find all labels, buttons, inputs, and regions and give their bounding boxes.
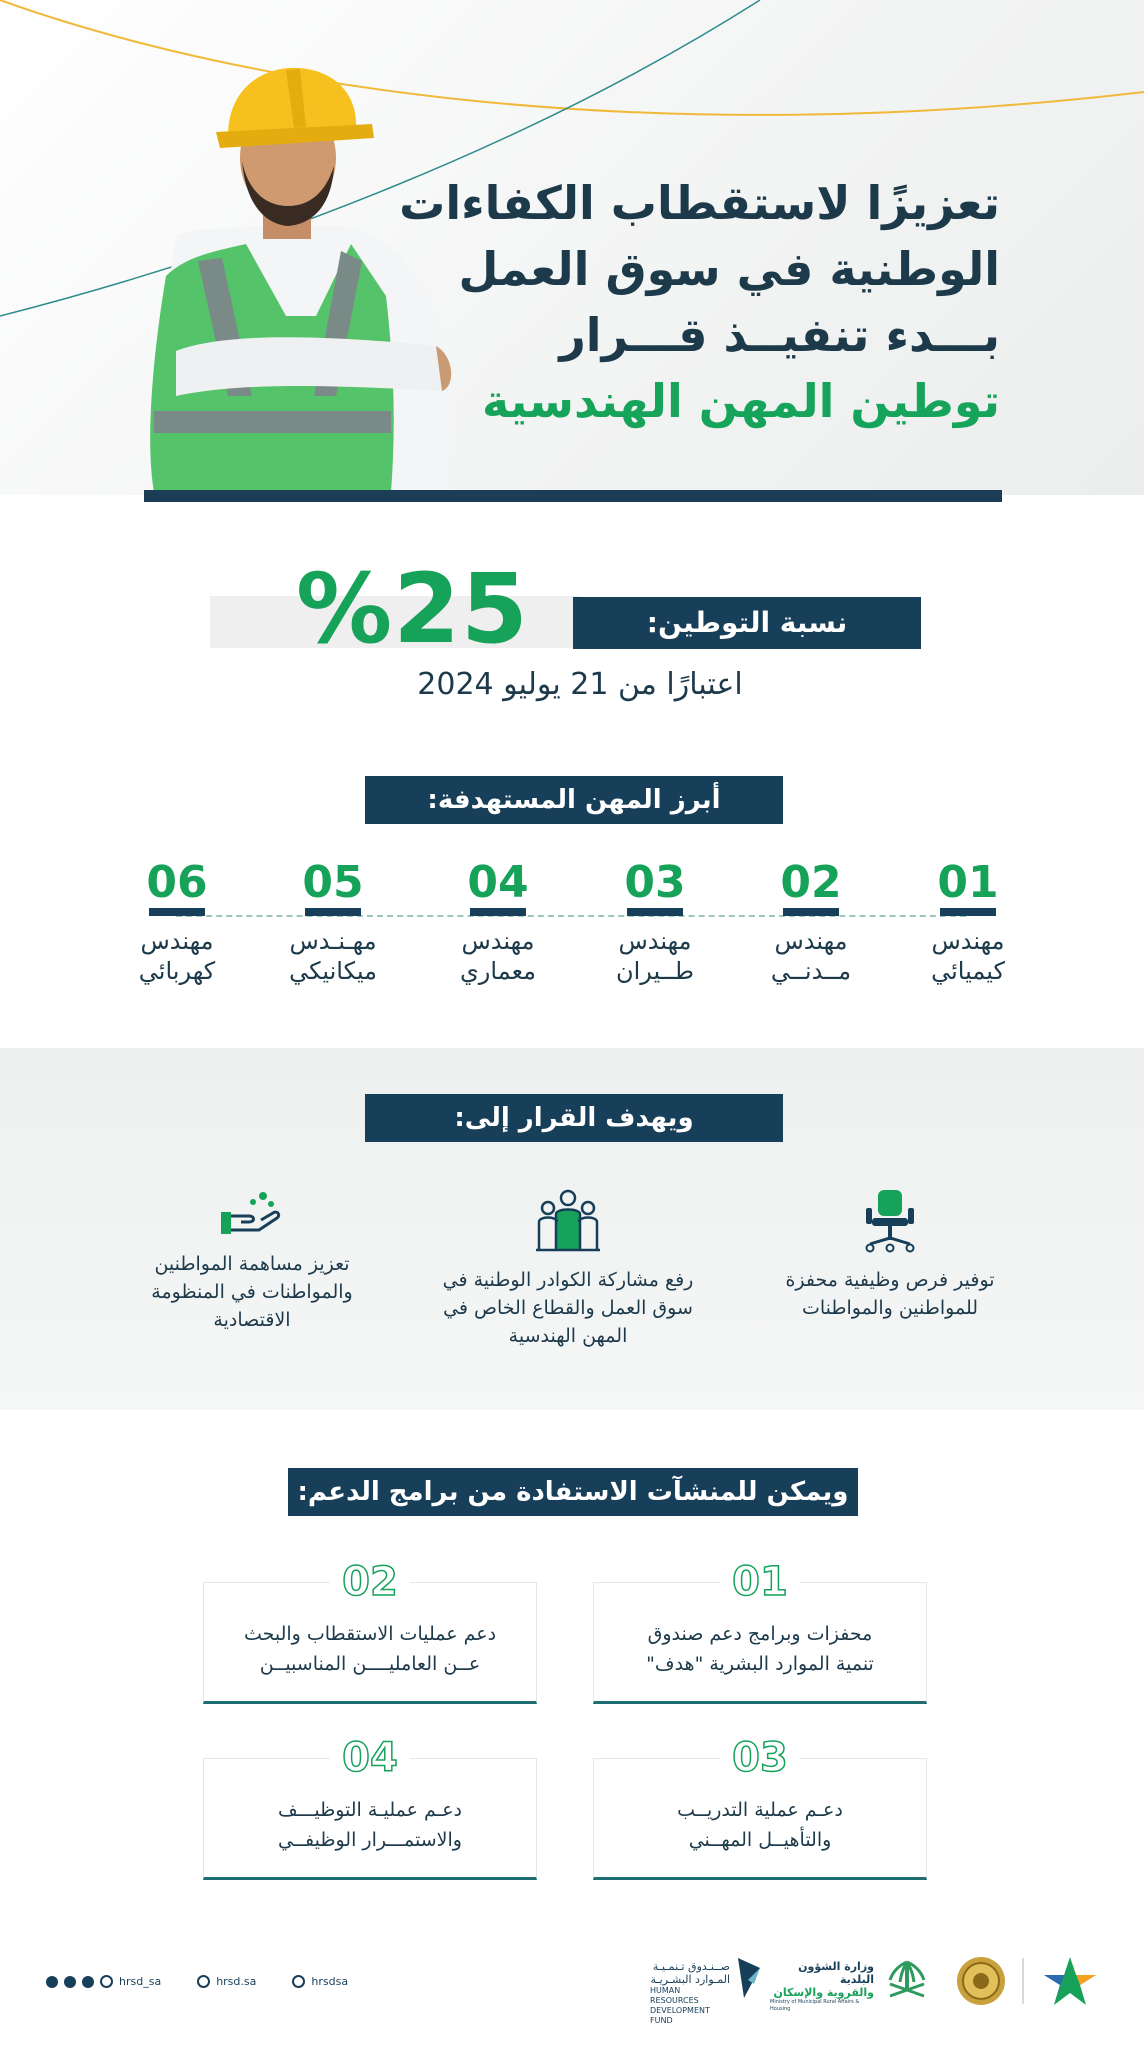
hero-title — [380, 170, 1000, 434]
profession-title: مهندس — [461, 927, 535, 955]
localization-label: نسبة التوطين: — [573, 597, 921, 649]
office-chair-icon — [860, 1188, 920, 1254]
effective-date: اعتبارًا من 21 يوليو 2024 — [417, 667, 743, 702]
instagram-icon[interactable] — [100, 1975, 113, 1988]
hero-divider-bar — [144, 490, 1002, 502]
hrdf-name-en: HUMAN RESOURCES — [650, 1986, 699, 2005]
vision-star-icon — [1042, 1955, 1098, 2007]
profession-number: 03 — [624, 857, 686, 908]
support-card-number: 03 — [720, 1735, 800, 1781]
social-handle[interactable]: hrsd_sa — [119, 1975, 162, 1988]
support-card — [203, 1559, 537, 1704]
profession-title: مهندس — [931, 927, 1005, 955]
profession-number: 02 — [780, 857, 842, 908]
footer-divider — [1022, 1958, 1024, 2004]
support-card-line: دعـم عمليـة التوظيـــف — [277, 1799, 463, 1821]
profession-marker — [783, 908, 839, 916]
support-card-line: والاستمـــرار الوظيفــي — [278, 1829, 462, 1851]
support-card-text — [614, 1619, 906, 1679]
support-card-number: 01 — [720, 1559, 800, 1605]
social-handle[interactable]: hrsdsa — [311, 1975, 349, 1988]
support-card-number: 02 — [330, 1559, 410, 1605]
snapchat-icon[interactable] — [292, 1975, 305, 1988]
support-card-line: محفزات وبرامج دعم صندوق — [647, 1623, 873, 1645]
social-links — [46, 1975, 348, 1988]
profession-number: 01 — [937, 857, 999, 908]
social-handle[interactable]: hrsd.sa — [216, 1975, 257, 1988]
support-title: ويمكن للمنشآت الاستفادة من برامج الدعم: — [288, 1468, 858, 1516]
goal-item — [418, 1188, 718, 1350]
profession-marker — [940, 908, 996, 916]
royal-seal-icon — [955, 1955, 1007, 2007]
goal-text-line: توفير فرص وظيفية محفزة — [785, 1269, 995, 1291]
profession-marker — [149, 908, 205, 916]
profession-specialty: ميكانيكي — [289, 957, 377, 985]
facebook-icon[interactable] — [82, 1976, 94, 1988]
tiktok-icon[interactable] — [197, 1975, 210, 1988]
ministry-name-ar: وزارة الشؤون البلدية — [798, 1960, 874, 1986]
profession-item — [580, 858, 730, 986]
ministry-name-ar: والقروية والإسكان — [773, 1986, 874, 1999]
support-card-line: دعم عمليات الاستقطاب والبحث — [243, 1623, 497, 1645]
hrdf-name-ar: صــنـدوق تـنمـيـة — [652, 1960, 730, 1973]
profession-marker — [305, 908, 361, 916]
goal-text-line: المهن الهندسية — [508, 1325, 628, 1347]
goal-text-line: الاقتصادية — [213, 1309, 291, 1331]
support-card — [593, 1735, 927, 1880]
profession-specialty: كيميائي — [931, 957, 1005, 985]
profession-number: 05 — [302, 857, 364, 908]
profession-title: مهندس — [774, 927, 848, 955]
palm-emblem-icon — [882, 1956, 932, 2002]
profession-specialty: طــيران — [616, 957, 694, 985]
goal-text — [102, 1250, 402, 1334]
profession-title: مهـنـدس — [289, 927, 377, 955]
hrdf-name-ar: المـوارد البشـريـة — [650, 1973, 730, 1986]
team-group-icon — [536, 1188, 600, 1254]
support-card-line: عــن العامليــــن المناسبيــن — [259, 1653, 481, 1675]
localization-percentage: %25 — [296, 553, 529, 665]
profession-item — [102, 858, 252, 986]
support-card-line: دعـم عملية التدريــب — [677, 1799, 843, 1821]
profession-item — [736, 858, 886, 986]
goal-text-line: للمواطنين والمواطنات — [801, 1297, 979, 1319]
hrdf-name-en: DEVELOPMENT FUND — [650, 2006, 710, 2025]
youtube-icon[interactable] — [64, 1976, 76, 1988]
profession-number: 04 — [467, 857, 529, 908]
goal-item — [102, 1188, 402, 1334]
support-card-text — [224, 1795, 516, 1855]
goal-text-line: سوق العمل والقطاع الخاص في — [443, 1297, 693, 1319]
goal-text — [418, 1266, 718, 1350]
support-card — [593, 1559, 927, 1704]
hero-title-line-2: الوطنية في سوق العمل — [458, 242, 1000, 296]
support-card — [203, 1735, 537, 1880]
profession-item — [258, 858, 408, 986]
support-card-line: تنمية الموارد البشرية "هدف" — [646, 1653, 874, 1675]
profession-marker — [470, 908, 526, 916]
support-card-text — [224, 1619, 516, 1679]
profession-specialty: معماري — [460, 957, 536, 985]
hero-title-line-3: بـــدء تنفيــذ قـــرار — [559, 308, 1000, 362]
support-card-line: والتأهيــل المهــني — [688, 1829, 832, 1851]
profession-specialty: مــدنــي — [770, 957, 852, 985]
hand-giving-icon — [219, 1188, 285, 1238]
goal-text — [740, 1266, 1040, 1322]
hero-section — [0, 0, 1144, 495]
profession-specialty: كهربائي — [138, 957, 216, 985]
momrah-logo-text — [770, 1960, 874, 2013]
support-card-number: 04 — [330, 1735, 410, 1781]
x-icon[interactable] — [46, 1976, 58, 1988]
profession-item — [893, 858, 1043, 986]
goal-item — [740, 1188, 1040, 1322]
profession-title: مهندس — [618, 927, 692, 955]
support-card-text — [614, 1795, 906, 1855]
hero-title-line-1: تعزيزًا لاستقطاب الكفاءات — [399, 176, 1000, 230]
profession-title: مهندس — [140, 927, 214, 955]
ministry-name-en: Ministry of Municipal Rural Affairs & Housing — [770, 1999, 860, 2012]
goal-text-line: رفع مشاركة الكوادر الوطنية في — [442, 1269, 694, 1291]
hrdf-logo-text — [650, 1960, 730, 2026]
goals-title: ويهدف القرار إلى: — [365, 1094, 783, 1142]
hero-title-highlight: توطين المهن الهندسية — [482, 374, 1000, 428]
profession-number: 06 — [146, 857, 208, 908]
professions-title: أبرز المهن المستهدفة: — [365, 776, 783, 824]
hrdf-logo-icon — [734, 1954, 764, 2002]
goal-text-line: تعزيز مساهمة المواطنين — [154, 1253, 350, 1275]
goal-text-line: والمواطنات في المنظومة — [151, 1281, 353, 1303]
profession-item — [423, 858, 573, 986]
profession-marker — [627, 908, 683, 916]
